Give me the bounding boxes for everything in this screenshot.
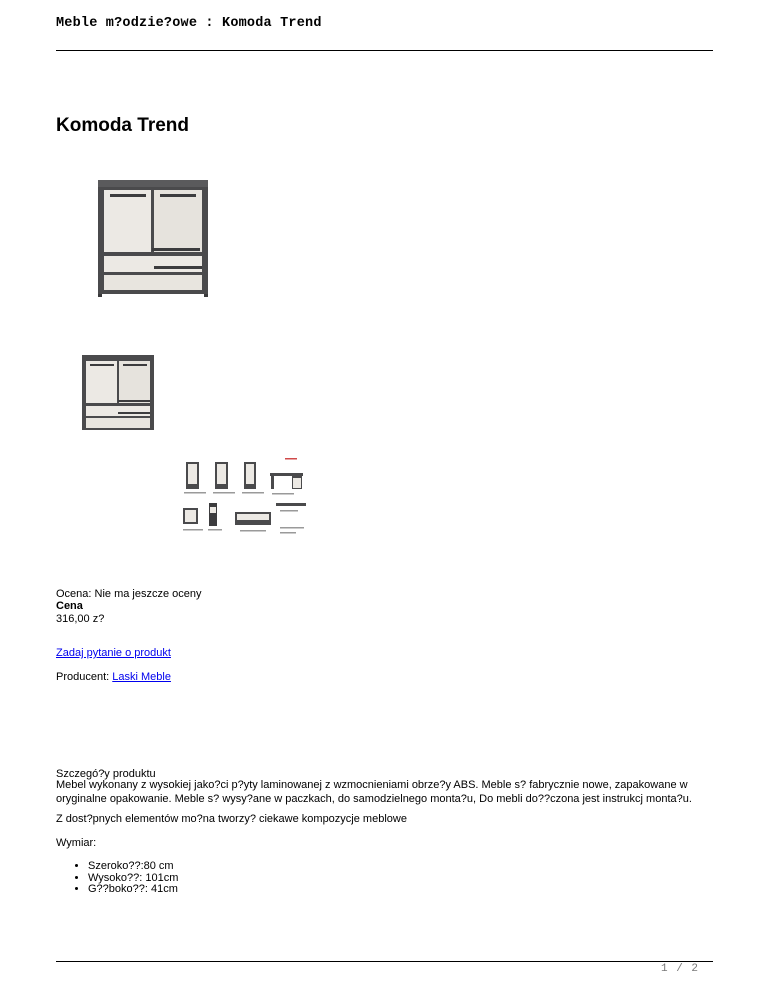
- dimensions-list-wrap: [56, 861, 178, 896]
- dimension-height: • Wysoko??: 101cm: [88, 873, 178, 885]
- ask-question-link[interactable]: Zadaj pytanie o produkt: [56, 647, 171, 659]
- collection-overview-image[interactable]: [180, 455, 315, 550]
- producer-row: [56, 671, 171, 684]
- product-description: Mebel wykonany z wysokiej jako?ci p?yty laminowanej z wzmocnieniami obrze?y ABS. Meble s? fabrycznie nowe, zapakowane w oryginalne opakowanie. Meble s? wysy?ane w paczkach, do samodzielnego monta?u, Do mebli do??czona jest instrukcj monta?u.: [56, 779, 692, 805]
- dimension-depth: • G??boko??: 41cm: [88, 884, 178, 896]
- details-heading: Szczegó?y produktu: [56, 768, 156, 780]
- producer-link[interactable]: Laski Meble: [112, 671, 171, 683]
- product-main-image[interactable]: [94, 178, 212, 298]
- page-number: 1 / 2: [661, 963, 700, 975]
- header-divider: [56, 50, 713, 51]
- product-thumbnail-image[interactable]: [80, 354, 156, 432]
- compositions-text: Z dost?pnych elementów mo?na tworzy? ciekawe kompozycje meblowe: [56, 813, 407, 825]
- product-rating: Ocena: Nie ma jeszcze oceny: [56, 588, 202, 600]
- footer-divider: [56, 961, 713, 962]
- dimensions-label: Wymiar:: [56, 837, 97, 849]
- producer-label: Producent:: [56, 671, 113, 683]
- price-value: 316,00 z?: [56, 613, 105, 625]
- dimension-width: • Szeroko??:80 cm: [88, 861, 178, 873]
- ask-question-row: [56, 647, 171, 660]
- dimensions-list: [56, 861, 178, 896]
- document-header-title: Meble m?odzie?owe : Komoda Trend: [56, 16, 322, 31]
- product-title: Komoda Trend: [56, 115, 190, 136]
- price-label: Cena: [56, 600, 83, 612]
